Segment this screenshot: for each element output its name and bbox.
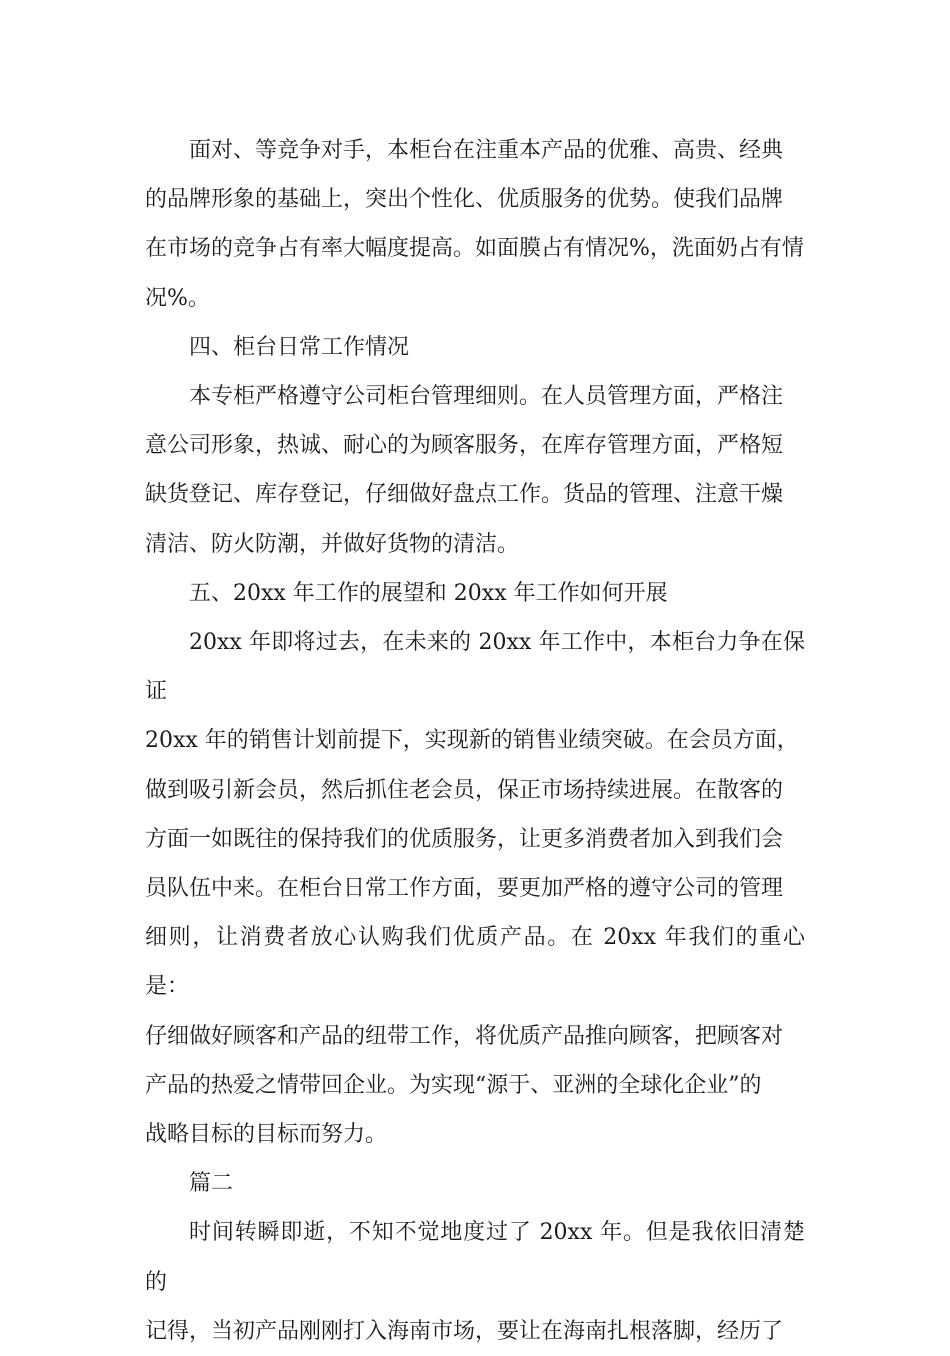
heading-text: 五、20xx 年工作的展望和 20xx 年工作如何开展 <box>189 580 668 606</box>
text-line: 员队伍中来。在柜台日常工作方面，要更加严格的遵守公司的管理 <box>145 876 784 902</box>
text-line: 意公司形象，热诚、耐心的为顾客服务，在库存管理方面，严格短 <box>145 433 784 459</box>
paragraph-part-two-intro <box>145 1208 805 1356</box>
heading-text: 篇二 <box>189 1171 234 1197</box>
section-heading-part-two <box>145 1159 805 1208</box>
text-line: 时间转瞬即逝，不知不觉地度过了 20xx 年。但是我依旧清楚的 <box>145 1220 805 1295</box>
text-line: 的品牌形象的基础上，突出个性化、优质服务的优势。使我们品牌 <box>145 187 784 213</box>
section-heading-daily-work <box>145 323 805 372</box>
section-heading-outlook <box>145 569 805 618</box>
text-line: 20xx 年即将过去，在未来的 20xx 年工作中，本柜台力争在保证 <box>145 630 805 705</box>
text-line: 记得，当初产品刚刚打入海南市场，要让在海南扎根落脚，经历了 <box>145 1318 784 1344</box>
text-line: 面对、等竞争对手，本柜台在注重本产品的优雅、高贵、经典 <box>189 138 784 163</box>
text-line: 清洁、防火防潮，并做好货物的清洁。 <box>145 531 520 557</box>
text-line: 20xx 年的销售计划前提下，实现新的销售业绩突破。在会员方面， <box>145 728 799 754</box>
text-line: 细则，让消费者放心认购我们优质产品。在 20xx 年我们的重心是： <box>145 925 805 1000</box>
text-line: 本专柜严格遵守公司柜台管理细则。在人员管理方面，严格注 <box>189 384 784 410</box>
paragraph-market-competition <box>145 126 805 323</box>
text-line: 方面一如既往的保持我们的优质服务，让更多消费者加入到我们会 <box>145 826 784 852</box>
text-line: 仔细做好顾客和产品的纽带工作，将优质产品推向顾客，把顾客对 <box>145 1023 784 1049</box>
text-line: 产品的热爱之情带回企业。为实现“源于、亚洲的全球化企业”的 <box>145 1072 762 1098</box>
text-line: 在市场的竞争占有率大幅度提高。如面膜占有情况%，洗面奶占有情 <box>145 236 804 262</box>
paragraph-daily-work <box>145 372 805 569</box>
paragraph-outlook <box>145 618 805 1159</box>
heading-text: 四、柜台日常工作情况 <box>189 334 410 360</box>
document-page <box>145 126 805 1356</box>
text-line: 做到吸引新会员，然后抓住老会员，保正市场持续进展。在散客的 <box>145 777 784 803</box>
text-line: 战略目标的目标而努力。 <box>145 1122 388 1148</box>
text-line: 缺货登记、库存登记，仔细做好盘点工作。货品的管理、注意干燥 <box>145 482 784 508</box>
text-line: 况%。 <box>145 285 210 311</box>
